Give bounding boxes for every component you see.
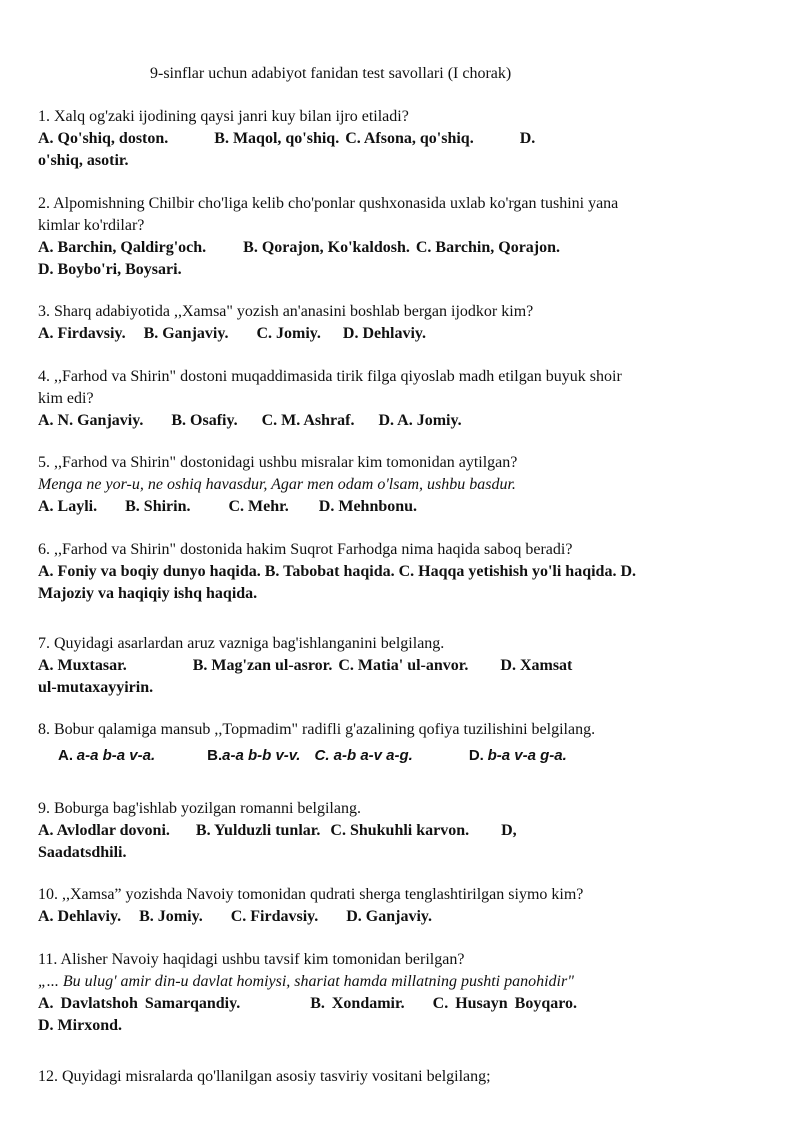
option-b[interactable]: B. Shirin. bbox=[125, 498, 191, 515]
quote-text: Menga ne yor-u, ne oshiq havasdur, Agar men odam o'lsam, ushbu basdur. bbox=[38, 476, 516, 493]
question-12 bbox=[38, 1066, 758, 1088]
option-d[interactable]: D. Ganjaviy. bbox=[346, 908, 433, 925]
option-d-label[interactable]: D, bbox=[501, 822, 517, 839]
option-d[interactable]: D. Xamsat bbox=[500, 657, 573, 674]
question-text: 7. Quyidagi asarlardan aruz vazniga bag'ishlanganini belgilang. bbox=[38, 635, 445, 652]
option-a-label[interactable]: A. bbox=[58, 747, 73, 764]
option-b[interactable]: B. Xondamir. bbox=[310, 995, 405, 1012]
options-row bbox=[38, 128, 758, 150]
option-c[interactable]: C. Jomiy. bbox=[256, 325, 321, 342]
option-c[interactable]: C. a-b a-v a-g. bbox=[314, 747, 413, 764]
question-text: 6. ,,Farhod va Shirin" dostonida hakim Suqrot Farhodga nima haqida saboq beradi? bbox=[38, 541, 573, 558]
option-d[interactable]: D. Dehlaviy. bbox=[342, 325, 427, 342]
option-a[interactable]: a-a b-a v-a. bbox=[76, 747, 156, 764]
options-row bbox=[38, 237, 758, 259]
option-b[interactable]: B. Jomiy. bbox=[139, 908, 203, 925]
options-row bbox=[38, 655, 758, 677]
option-b[interactable]: B. Qorajon, Ko'kaldosh. bbox=[243, 239, 410, 256]
option-a[interactable]: A. Firdavsiy. bbox=[38, 325, 126, 342]
options-row bbox=[38, 906, 758, 928]
question-text: 8. Bobur qalamiga mansub ,,Topmadim" radifli g'azalining qofiya tuzilishini belgilang. bbox=[38, 721, 596, 738]
question-4 bbox=[38, 366, 758, 432]
option-c[interactable]: C. Mehr. bbox=[228, 498, 289, 515]
option-c[interactable]: C. Barchin, Qorajon. bbox=[415, 239, 561, 256]
option-d-cont[interactable]: ul-mutaxayyirin. bbox=[38, 679, 154, 696]
quote-text: „... Bu ulug' amir din-u davlat homiysi, shariat hamda millatning pushti panohidir" bbox=[38, 973, 574, 990]
option-b[interactable]: B. Yulduzli tunlar. bbox=[195, 822, 321, 839]
question-text: 10. ,,Xamsa” yozishda Navoiy tomonidan qudrati sherga tenglashtirilgan siymo kim? bbox=[38, 886, 584, 903]
question-8 bbox=[38, 719, 758, 767]
option-b[interactable]: B. Mag'zan ul-asror. bbox=[192, 657, 333, 674]
question-text: 11. Alisher Navoiy haqidagi ushbu tavsif kim tomonidan berilgan? bbox=[38, 951, 465, 968]
page-title: 9-sinflar uchun adabiyot fanidan test savollari (I chorak) bbox=[150, 65, 512, 82]
option-d[interactable]: b-a v-a g-a. bbox=[487, 747, 567, 764]
option-b[interactable]: B. Maqol, qo'shiq. bbox=[214, 130, 340, 147]
option-b-label[interactable]: B. bbox=[207, 747, 223, 764]
question-text: 5. ,,Farhod va Shirin" dostonidagi ushbu misralar kim tomonidan aytilgan? bbox=[38, 454, 518, 471]
question-10 bbox=[38, 884, 758, 928]
option-d-text[interactable]: Saadatsdhili. bbox=[38, 844, 127, 861]
option-d-label[interactable]: D. bbox=[468, 747, 484, 764]
option-c[interactable]: C. Firdavsiy. bbox=[230, 908, 319, 925]
options-row[interactable]: A. Foniy va boqiy dunyo haqida. B. Tabobat haqida. C. Haqqa yetishish yo'li haqida. D. bbox=[38, 563, 636, 580]
option-c[interactable]: C. Matia' ul-anvor. bbox=[338, 657, 469, 674]
options-row bbox=[38, 496, 758, 518]
option-b[interactable]: B. Osafiy. bbox=[171, 412, 238, 429]
options-row bbox=[38, 323, 758, 345]
options-row bbox=[38, 745, 758, 767]
question-text: 4. ,,Farhod va Shirin" dostoni muqaddimasida tirik filga qiyoslab madh etilgan buyuk shoir bbox=[38, 368, 622, 385]
option-c[interactable]: C. Husayn Boyqaro. bbox=[432, 995, 578, 1012]
option-c[interactable]: C. Afsona, qo'shiq. bbox=[345, 130, 474, 147]
options-row-cont[interactable]: Majoziy va haqiqiy ishq haqida. bbox=[38, 585, 258, 602]
options-row bbox=[38, 820, 758, 842]
option-a[interactable]: A. Muxtasar. bbox=[38, 657, 127, 674]
question-text: 12. Quyidagi misralarda qo'llanilgan asosiy tasviriy vositani belgilang; bbox=[38, 1068, 491, 1085]
question-11 bbox=[38, 949, 758, 1037]
option-a[interactable]: A. Barchin, Qaldirg'och. bbox=[38, 239, 207, 256]
question-text: 9. Boburga bag'ishlab yozilgan romanni belgilang. bbox=[38, 800, 361, 817]
question-6 bbox=[38, 539, 778, 605]
options-row bbox=[38, 410, 758, 432]
question-text: 3. Sharq adabiyotida ,,Xamsa" yozish an'anasini boshlab bergan ijodkor kim? bbox=[38, 303, 534, 320]
question-1 bbox=[38, 106, 758, 172]
option-a[interactable]: A. Layli. bbox=[38, 498, 98, 515]
option-a[interactable]: A. Qo'shiq, doston. bbox=[38, 130, 169, 147]
option-c[interactable]: C. Shukuhli karvon. bbox=[330, 822, 470, 839]
question-3 bbox=[38, 301, 758, 345]
question-9 bbox=[38, 798, 758, 864]
options-row bbox=[38, 993, 758, 1015]
option-d[interactable]: D. Boybo'ri, Boysari. bbox=[38, 261, 182, 278]
question-text: 1. Xalq og'zaki ijodining qaysi janri kuy bilan ijro etiladi? bbox=[38, 108, 409, 125]
option-a[interactable]: A. Davlatshoh Samarqandiy. bbox=[38, 995, 241, 1012]
option-d-label[interactable]: D. bbox=[519, 130, 536, 147]
option-a[interactable]: A. Avlodlar dovoni. bbox=[38, 822, 170, 839]
question-7 bbox=[38, 633, 758, 699]
option-d-text[interactable]: o'shiq, asotir. bbox=[38, 152, 129, 169]
question-5 bbox=[38, 452, 758, 518]
question-2 bbox=[38, 193, 758, 281]
option-d[interactable]: D. A. Jomiy. bbox=[378, 412, 462, 429]
option-b[interactable]: a-a b-b v-v. bbox=[222, 747, 301, 764]
option-a[interactable]: A. N. Ganjaviy. bbox=[38, 412, 144, 429]
option-d[interactable]: D. Mehnbonu. bbox=[318, 498, 418, 515]
question-text-cont: kim edi? bbox=[38, 390, 94, 407]
option-c[interactable]: C. M. Ashraf. bbox=[261, 412, 355, 429]
option-b[interactable]: B. Ganjaviy. bbox=[143, 325, 229, 342]
question-text: 2. Alpomishning Chilbir cho'liga kelib cho'ponlar qushxonasida uxlab ko'rgan tushini yana bbox=[38, 195, 619, 212]
question-text-cont: kimlar ko'rdilar? bbox=[38, 217, 145, 234]
option-a[interactable]: A. Dehlaviy. bbox=[38, 908, 122, 925]
option-d[interactable]: D. Mirxond. bbox=[38, 1017, 122, 1034]
